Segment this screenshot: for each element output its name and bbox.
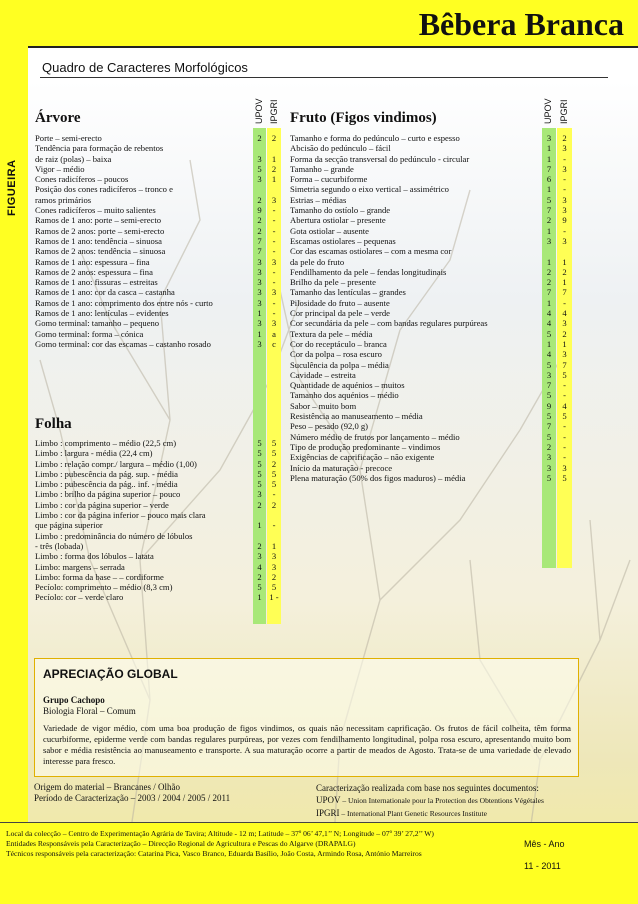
arvore-row-ipgri: - xyxy=(272,215,276,226)
fruto-ipgri-header: IPGRI xyxy=(559,99,569,124)
fruto-row-label: Textura da pele – média xyxy=(290,328,373,339)
folha-row-ipgri: 5 xyxy=(271,479,277,490)
fruto-row-upov: 6 xyxy=(546,174,552,185)
fruto-row-label: Cor das escamas ostiolares – com a mesma cor xyxy=(290,246,452,257)
folha-row-upov: 3 xyxy=(257,489,262,500)
folha-row-ipgri: 5 xyxy=(271,438,277,448)
arvore-row-ipgri: - xyxy=(272,297,276,308)
arvore-row-upov: 5 xyxy=(257,163,262,174)
arvore-row-upov: 3 xyxy=(257,266,262,277)
folha-row-label: que página superior xyxy=(35,520,103,531)
arvore-row-upov: 2 xyxy=(257,133,262,143)
fruto-row-label: Cavidade – estreita xyxy=(290,369,356,380)
folha-row-upov: 5 xyxy=(257,479,262,490)
folha-row-upov: 1 xyxy=(257,592,262,603)
fruto-row-label: Abertura ostiolar – presente xyxy=(290,215,386,226)
subtitle-rule xyxy=(40,77,608,78)
upov-abbr: UPOV xyxy=(316,795,341,805)
fruto-row-label: Início da maturação - precoce xyxy=(290,462,393,473)
folha-row-ipgri: 5 xyxy=(271,582,277,593)
title-bar xyxy=(0,0,638,48)
fruto-row-ipgri: - xyxy=(563,380,566,391)
folha-ipgri-values xyxy=(267,438,281,603)
arvore-row-ipgri: 3 xyxy=(271,287,277,298)
upov-definition xyxy=(316,794,544,807)
fruto-row-upov: 2 xyxy=(546,215,552,226)
origem-line: Origem do material – Brancanes / Olhão xyxy=(34,782,180,792)
folha-row-label: Pecíolo: comprimento – médio (8,3 cm) xyxy=(35,582,173,593)
fruto-row-upov: 4 xyxy=(546,349,552,360)
fruto-row-label: Simetria segundo o eixo vertical – assimétrico xyxy=(290,184,449,195)
folha-row-label: Limbo: forma da base – – cordiforme xyxy=(35,571,164,582)
footer-tecnicos: Técnicos responsáveis pela caracterização: Catarina Pica, Vasco Branco, Eduarda Basílio, João Costa, Armindo Rosa, António Marreiros xyxy=(6,849,422,858)
fruto-row-label: Fendilhamento da pele – fendas longitudinais xyxy=(290,266,447,277)
fruto-row-ipgri: 1 xyxy=(562,256,567,267)
fruto-row-ipgri: 5 xyxy=(562,411,567,422)
arvore-row-label: Vigor – médio xyxy=(35,163,85,174)
fruto-row-label: Forma – cucurbiforme xyxy=(290,174,368,185)
arvore-row-ipgri: - xyxy=(272,246,276,257)
fruto-row-label: Tamanho dos aquénios – médio xyxy=(290,390,399,401)
arvore-row-label: de raiz (polas) – baixa xyxy=(35,153,112,164)
fruto-row-ipgri: 3 xyxy=(562,318,567,329)
fruto-row-upov: 2 xyxy=(546,441,552,452)
fruto-row-ipgri: - xyxy=(563,153,566,164)
fruto-row-label: Resistência ao manuseamento – média xyxy=(290,411,423,422)
arvore-row-upov: 3 xyxy=(257,287,262,298)
folha-row-ipgri: 1 - xyxy=(269,592,279,603)
arvore-row-label: Ramos de 2 anos: tendência – sinuosa xyxy=(35,246,166,257)
arvore-row-upov: 7 xyxy=(257,235,262,246)
fruto-row-upov: 3 xyxy=(546,235,552,246)
fruto-heading: Fruto (Figos vindimos) xyxy=(290,110,437,126)
fruto-row-upov: 1 xyxy=(546,184,552,195)
folha-row-upov: 5 xyxy=(257,582,262,593)
fruto-row-ipgri: - xyxy=(563,441,566,452)
folha-row-ipgri: 5 xyxy=(271,448,277,459)
section-subtitle: Quadro de Caracteres Morfológicos xyxy=(42,60,248,75)
fruto-row-ipgri: 3 xyxy=(562,143,567,154)
mes-ano-label: Mês - Ano xyxy=(524,839,565,849)
fruto-row-label: Abcisão do pedúnculo – fácil xyxy=(290,143,391,154)
apreciacao-text: Variedade de vigor médio, com uma boa produção de figos vindimos, os quais não necessitam caprificação. Os frutos de fácil colheita, têm forma cucurbiforme, epiderme verde com bandas regulares purpúreas, por vezes com fendilhamento longitudinal, polpa rosa escuro, apresentando muito bom sabor e média resistência ao manuseamento e transporte. A sua maturação ocorre a partir de meados de Agosto. Trata-se de uma variedade de elevado interesse para fresco. xyxy=(43,723,571,766)
fruto-row-ipgri: 1 xyxy=(562,338,567,349)
fruto-row-label: Suculência da polpa – média xyxy=(290,359,389,370)
fruto-row-upov: 1 xyxy=(546,143,552,154)
arvore-row-ipgri: 3 xyxy=(271,194,277,205)
fruto-row-ipgri: 7 xyxy=(562,359,567,370)
folha-row-upov: 5 xyxy=(257,448,262,459)
ipgri-abbr: IPGRI xyxy=(316,808,340,818)
arvore-row-ipgri: - xyxy=(272,225,276,236)
fruto-row-ipgri: 4 xyxy=(562,308,567,319)
arvore-row-ipgri: - xyxy=(272,235,276,246)
fruto-row-upov: 7 xyxy=(546,287,552,298)
fruto-row-label: Pilosidade do fruto – ausente xyxy=(290,297,390,308)
arvore-heading: Árvore xyxy=(35,110,81,126)
fruto-row-upov: 1 xyxy=(546,225,552,236)
arvore-row-upov: 3 xyxy=(257,153,262,164)
fruto-row-label: Cor da polpa – rosa escuro xyxy=(290,349,382,360)
fruto-row-upov: 1 xyxy=(546,256,552,267)
arvore-row-upov: 3 xyxy=(257,297,262,308)
arvore-row-upov: 2 xyxy=(257,194,262,205)
apreciacao-biologia: Biologia Floral – Comum xyxy=(43,706,136,716)
arvore-upov-values xyxy=(253,133,266,349)
fruto-row-upov: 1 xyxy=(546,153,552,164)
fruto-row-ipgri: - xyxy=(563,452,566,463)
fruto-row-upov: 5 xyxy=(546,194,552,205)
fruto-row-ipgri: - xyxy=(563,174,566,185)
fruto-row-label: Plena maturação (50% dos figos maduros) – média xyxy=(290,472,466,483)
fruto-row-label: Tamanho do ostíolo – grande xyxy=(290,205,391,216)
arvore-row-upov: 1 xyxy=(257,308,262,319)
fruto-row-upov: 7 xyxy=(546,163,552,174)
fruto-row-ipgri: 3 xyxy=(562,163,567,174)
fruto-row-ipgri: 3 xyxy=(562,349,567,360)
arvore-row-upov: 3 xyxy=(257,256,262,267)
folha-row-upov: 4 xyxy=(257,561,262,572)
fruto-row-ipgri: - xyxy=(563,225,566,236)
fruto-row-label: Forma da secção transversal do pedúnculo - circular xyxy=(290,153,470,164)
arvore-row-upov: 2 xyxy=(257,225,262,236)
folha-row-label: Limbo : cor da página superior – verde xyxy=(35,499,169,510)
fruto-row-label: Cor do receptáculo – branca xyxy=(290,338,387,349)
folha-row-ipgri xyxy=(267,531,281,541)
arvore-row-label: Ramos de 1 ano: fissuras – estreitas xyxy=(35,277,158,288)
folha-upov-values xyxy=(253,438,266,603)
fruto-row-upov: 7 xyxy=(546,205,552,216)
fruto-row-upov: 2 xyxy=(546,266,552,277)
arvore-row-ipgri: 2 xyxy=(271,163,277,174)
arvore-row-label: Tendência para formação de rebentos xyxy=(35,143,164,154)
fruto-row-upov xyxy=(542,246,556,256)
fruto-row-upov: 3 xyxy=(546,462,552,473)
folha-row-label: Limbo : forma dos lóbulos – latata xyxy=(35,551,154,562)
fruto-row-upov: 1 xyxy=(546,297,552,308)
ipgri-full: – International Plant Genetic Resources Institute xyxy=(339,809,487,818)
ipgri-definition xyxy=(316,807,544,820)
fruto-row-ipgri: 1 xyxy=(562,277,567,288)
folha-row-ipgri: 2 xyxy=(271,458,277,469)
folha-row-upov: 2 xyxy=(257,540,262,551)
folha-row-ipgri: - xyxy=(272,489,276,500)
folha-labels xyxy=(35,438,206,603)
folha-row-label: Limbo : pubescência da pág.. inf. - média xyxy=(35,479,178,490)
folha-row-upov xyxy=(253,510,266,520)
fruto-row-upov: 5 xyxy=(546,328,552,339)
fruto-row-label: da pele do fruto xyxy=(290,256,345,267)
fruto-row-ipgri: 9 xyxy=(562,215,567,226)
arvore-row-label: Porte – semi-erecto xyxy=(35,133,102,143)
upov-full: – Union Internationale pour la Protection des Obtentions Végétales xyxy=(340,796,544,805)
fruto-row-ipgri: 5 xyxy=(562,472,567,483)
arvore-row-label: Ramos de 1 ano: comprimento dos entre nós - curto xyxy=(35,297,213,308)
arvore-row-upov: 3 xyxy=(257,318,262,329)
arvore-row-ipgri: 1 xyxy=(271,174,277,185)
fruto-row-ipgri: 3 xyxy=(562,462,567,473)
folha-row-upov: 5 xyxy=(257,468,262,479)
fruto-row-upov: 5 xyxy=(546,390,552,401)
periodo-line: Período de Caracterização – 2003 / 2004 / 2005 / 2011 xyxy=(34,793,231,803)
folha-row-ipgri xyxy=(267,510,281,520)
fruto-upov-header: UPOV xyxy=(543,98,553,124)
fruto-row-ipgri: - xyxy=(563,184,566,195)
fruto-row-upov: 3 xyxy=(546,452,552,463)
arvore-row-label: Ramos de 2 anos: espessura – fina xyxy=(35,266,153,277)
fruto-row-ipgri: - xyxy=(563,297,566,308)
arvore-row-label: Ramos de 1 ano: tendência – sinuosa xyxy=(35,235,162,246)
caracterizacao-intro: Caracterização realizada com base nos seguintes documentos: xyxy=(316,783,539,793)
folha-row-upov: 2 xyxy=(257,499,262,510)
folha-row-ipgri: 5 xyxy=(271,468,277,479)
fruto-row-ipgri: 4 xyxy=(562,400,567,411)
folha-row-label: Limbo : relação compr./ largura – médio (1,00) xyxy=(35,458,197,469)
arvore-row-upov: 9 xyxy=(257,205,262,216)
folha-row-ipgri: 3 xyxy=(271,551,277,562)
fruto-row-ipgri: 2 xyxy=(562,266,567,277)
folha-row-label: Limbo: margens – serrada xyxy=(35,561,125,572)
fruto-row-label: Tipo de produção predominante – vindimos xyxy=(290,441,441,452)
arvore-labels xyxy=(35,133,213,349)
arvore-row-label: Cones radicíferos – muito salientes xyxy=(35,205,156,216)
origem-block xyxy=(34,782,230,804)
side-bar xyxy=(0,46,28,822)
arvore-row-ipgri: c xyxy=(272,338,276,349)
arvore-row-upov: 3 xyxy=(257,277,262,288)
arvore-row-ipgri: - xyxy=(272,308,276,319)
fruto-row-label: Número médio de frutos por lançamento – médio xyxy=(290,431,460,442)
arvore-row-label: Ramos de 1 ano: lentículas – evidentes xyxy=(35,308,169,319)
arvore-row-upov xyxy=(253,184,266,194)
arvore-row-ipgri: - xyxy=(272,277,276,288)
fruto-row-ipgri: 7 xyxy=(562,287,567,298)
folha-row-upov: 5 xyxy=(257,458,262,469)
folha-row-label: Limbo : largura - média (22,4 cm) xyxy=(35,448,153,459)
fruto-row-upov: 4 xyxy=(546,318,552,329)
fruto-row-upov: 3 xyxy=(546,369,552,380)
folha-row-ipgri: 3 xyxy=(271,561,277,572)
page-title: Bêbera Branca xyxy=(418,6,624,42)
arvore-row-ipgri xyxy=(267,143,281,153)
folha-row-ipgri: - xyxy=(272,520,276,531)
fruto-row-label: Peso – pesado (92,0 g) xyxy=(290,421,369,432)
footer-entidades: Entidades Responsáveis pela Caracterização – Direcção Regional de Agricultura e Pescas do Algarve (DRAPALG) xyxy=(6,839,356,848)
fruto-row-upov: 2 xyxy=(546,277,552,288)
fruto-row-ipgri: 2 xyxy=(562,328,567,339)
arvore-row-ipgri: 1 xyxy=(271,153,277,164)
fruto-row-upov: 5 xyxy=(546,359,552,370)
arvore-row-label: Gomo terminal: tamanho – pequeno xyxy=(35,318,160,329)
fruto-ipgri-values xyxy=(557,133,572,483)
folha-row-upov: 1 xyxy=(257,520,262,531)
fruto-row-upov: 1 xyxy=(546,338,552,349)
fruto-row-label: Cor secundária da pele – com bandas regulares purpúreas xyxy=(290,318,488,329)
fruto-row-upov: 5 xyxy=(546,431,552,442)
folha-row-label: Limbo : cor da página inferior – pouco mais clara xyxy=(35,510,206,521)
folha-row-ipgri: 2 xyxy=(271,499,277,510)
fruto-labels xyxy=(290,133,488,483)
fruto-row-upov: 3 xyxy=(546,133,552,143)
folha-row-label: Limbo : predominância do número de lóbulos xyxy=(35,530,193,541)
arvore-row-ipgri: - xyxy=(272,205,276,216)
fruto-row-label: Exigências de caprificação – não exigente xyxy=(290,452,435,463)
folha-row-label: Limbo : pubescência da pág. sup. - média xyxy=(35,468,178,479)
arvore-row-label: Cones radicíferos – poucos xyxy=(35,174,129,185)
arvore-row-label: Posição dos cones radicíferos – tronco e xyxy=(35,184,173,195)
arvore-row-upov xyxy=(253,143,266,153)
arvore-row-upov: 3 xyxy=(257,174,262,185)
arvore-ipgri-values xyxy=(267,133,281,349)
fruto-row-upov: 5 xyxy=(546,411,552,422)
fruto-row-ipgri: - xyxy=(563,390,566,401)
side-label: FIGUEIRA xyxy=(6,159,18,216)
fruto-row-label: Tamanho – grande xyxy=(290,163,354,174)
fruto-row-ipgri: 3 xyxy=(562,235,567,246)
fruto-row-upov: 4 xyxy=(546,308,552,319)
fruto-row-upov: 9 xyxy=(546,400,552,411)
arvore-upov-header: UPOV xyxy=(254,98,264,124)
arvore-row-ipgri: 2 xyxy=(271,133,277,143)
fruto-row-ipgri: - xyxy=(563,431,566,442)
mes-ano-value: 11 - 2011 xyxy=(524,861,561,871)
fruto-upov-values xyxy=(542,133,556,483)
folha-row-upov xyxy=(253,531,266,541)
footer-bar xyxy=(0,822,638,904)
apreciacao-title: APRECIAÇÃO GLOBAL xyxy=(43,667,178,681)
fruto-row-label: Brilho da pele – presente xyxy=(290,277,376,288)
arvore-ipgri-header: IPGRI xyxy=(269,99,279,124)
fruto-row-label: Quantidade de aquénios – muitos xyxy=(290,380,405,391)
fruto-row-label: Gota ostiolar – ausente xyxy=(290,225,369,236)
arvore-row-label: Ramos de 1 ano: cor da casca – castanha xyxy=(35,287,175,298)
caracterizacao-block xyxy=(316,782,544,820)
fruto-row-ipgri: 2 xyxy=(562,133,567,143)
arvore-row-ipgri: 3 xyxy=(271,318,277,329)
footer-local: Local da colecção – Centro de Experimentação Agrária de Tavira; Altitude - 12 m; Latitude – 37º 06’ 47,1’’ N; Longitude – 07º 39’ 27,2’’ W) xyxy=(6,829,434,838)
arvore-row-upov: 3 xyxy=(257,338,262,349)
arvore-row-ipgri: a xyxy=(272,328,276,339)
fruto-row-label: Escamas ostiolares – pequenas xyxy=(290,235,396,246)
footer-text xyxy=(6,829,434,859)
arvore-row-upov: 1 xyxy=(257,328,262,339)
fruto-row-ipgri: 3 xyxy=(562,205,567,216)
folha-row-upov: 2 xyxy=(257,571,262,582)
arvore-row-ipgri: - xyxy=(272,266,276,277)
arvore-row-upov: 2 xyxy=(257,215,262,226)
fruto-row-label: Tamanho das lentículas – grandes xyxy=(290,287,406,298)
arvore-row-label: Gomo terminal: cor das escamas – castanho rosado xyxy=(35,338,211,349)
fruto-row-upov: 5 xyxy=(546,472,552,483)
fruto-row-ipgri: - xyxy=(563,421,566,432)
fruto-row-ipgri: 3 xyxy=(562,194,567,205)
folha-row-ipgri: 1 xyxy=(271,540,277,551)
fruto-row-ipgri: 5 xyxy=(562,369,567,380)
folha-row-label: - três (lobada) xyxy=(35,540,84,551)
arvore-row-label: Ramos de 2 anos: porte – semi-erecto xyxy=(35,225,165,236)
folha-row-label: Limbo : brilho da página superior – pouco xyxy=(35,489,181,500)
arvore-row-label: Ramos de 1 ano: espessura – fina xyxy=(35,256,150,267)
folha-row-upov: 5 xyxy=(257,438,262,448)
folha-row-label: Limbo : comprimento – médio (22,5 cm) xyxy=(35,438,177,448)
folha-heading: Folha xyxy=(35,416,72,432)
folha-row-label: Pecíolo: cor – verde claro xyxy=(35,592,124,603)
arvore-row-label: Ramos de 1 ano: porte – semi-erecto xyxy=(35,215,162,226)
fruto-row-label: Sabor – muito bom xyxy=(290,400,357,411)
fruto-row-upov: 7 xyxy=(546,380,552,391)
folha-row-upov: 3 xyxy=(257,551,262,562)
apreciacao-grupo: Grupo Cachopo xyxy=(43,695,105,705)
arvore-row-upov: 7 xyxy=(257,246,262,257)
fruto-row-label: Estrias – médias xyxy=(290,194,347,205)
fruto-row-label: Cor principal da pele – verde xyxy=(290,308,390,319)
arvore-row-ipgri xyxy=(267,184,281,194)
arvore-row-label: Gomo terminal: forma – cónica xyxy=(35,328,144,339)
apreciacao-box xyxy=(34,658,579,777)
arvore-row-ipgri: 3 xyxy=(271,256,277,267)
arvore-row-label: ramos primários xyxy=(35,194,92,205)
fruto-row-ipgri xyxy=(557,246,572,256)
fruto-row-upov: 7 xyxy=(546,421,552,432)
fruto-row-label: Tamanho e forma do pedúnculo – curto e espesso xyxy=(290,133,460,143)
folha-row-ipgri: 2 xyxy=(271,571,277,582)
